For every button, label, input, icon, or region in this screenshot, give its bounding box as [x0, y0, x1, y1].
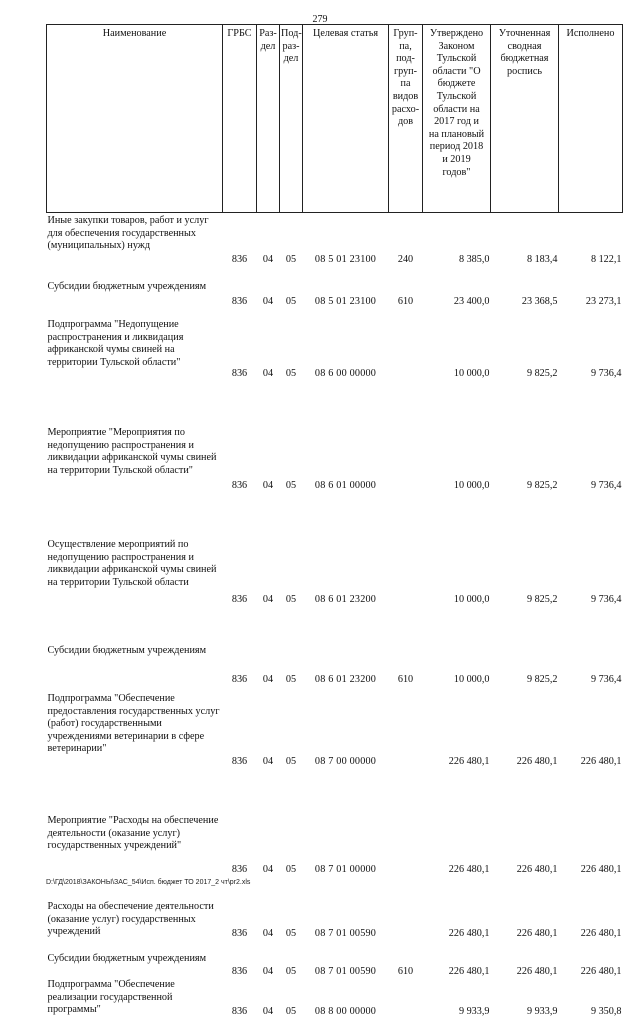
row-razdel: 04: [262, 296, 274, 308]
row-name: Субсидии бюджетным учреждениям: [47, 281, 207, 292]
row-podrazdel: 05: [285, 594, 297, 606]
row-refined: 8 183,4: [526, 254, 558, 266]
row-grbs: 836: [231, 368, 248, 380]
row-razdel: 04: [262, 674, 274, 686]
row-expense-type: [389, 405, 423, 517]
row-executed: 8 122,1: [590, 254, 622, 266]
row-podrazdel: 05: [285, 756, 297, 768]
table-row: [47, 405, 623, 517]
row-executed: 226 480,1: [580, 864, 622, 876]
row-podrazdel: 05: [285, 674, 297, 686]
row-expense-type: [389, 517, 423, 631]
row-refined: 226 480,1: [516, 928, 558, 940]
row-approved: 226 480,1: [448, 864, 490, 876]
file-path-footer: D:\ГД\2018\ЗАКОНЫ\ЗАС_54\Исп. бюджет ТО 2017_2 чт\pr2.xls: [46, 879, 251, 886]
row-name: Иные закупки товаров, работ и услуг для обеспечения государственных (муниципальных) нужд: [47, 215, 209, 252]
row-target-article: 08 8 00 00000: [314, 1006, 377, 1018]
row-approved: 226 480,1: [448, 966, 490, 978]
table-row: [47, 687, 623, 805]
row-grbs: 836: [231, 254, 248, 266]
row-podrazdel: 05: [285, 254, 297, 266]
row-refined: 226 480,1: [516, 756, 558, 768]
row-executed: 226 480,1: [580, 966, 622, 978]
row-refined: 226 480,1: [516, 966, 558, 978]
header-podrazdel: Под- раз- дел: [280, 25, 303, 213]
row-refined: 9 933,9: [526, 1006, 558, 1018]
row-executed: 9 736,4: [590, 674, 622, 686]
table-row: [47, 213, 623, 282]
row-podrazdel: 05: [285, 928, 297, 940]
row-podrazdel: 05: [285, 368, 297, 380]
header-target-article: Целевая статья: [303, 25, 389, 213]
row-expense-type: [389, 979, 423, 1031]
row-razdel: 04: [262, 864, 274, 876]
row-name: Подпрограмма "Недопущение распространения и ликвидация африканской чумы свиней на территории Тульской области": [47, 319, 184, 368]
row-executed: 9 736,4: [590, 368, 622, 380]
table-row: [47, 517, 623, 631]
row-refined: 226 480,1: [516, 864, 558, 876]
row-approved: 10 000,0: [453, 674, 490, 686]
header-expense-type: Груп- па, под- груп- па видов расхо- дов: [389, 25, 423, 213]
row-name: Подпрограмма "Обеспечение реализации государственной программы": [47, 979, 175, 1016]
row-razdel: 04: [262, 928, 274, 940]
row-podrazdel: 05: [285, 296, 297, 308]
header-refined: Уточненная сводная бюджетная роспись: [491, 25, 559, 213]
row-grbs: 836: [231, 928, 248, 940]
row-grbs: 836: [231, 864, 248, 876]
table-row: [47, 953, 623, 979]
row-refined: 9 825,2: [526, 594, 558, 606]
row-name: Мероприятие "Расходы на обеспечение деятельности (оказание услуг) государственных учреждений": [47, 815, 219, 852]
row-razdel: 04: [262, 368, 274, 380]
row-name: Расходы на обеспечение деятельности (оказание услуг) государственных учреждений: [47, 901, 214, 938]
row-refined: 9 825,2: [526, 480, 558, 492]
row-grbs: 836: [231, 756, 248, 768]
row-refined: 9 825,2: [526, 368, 558, 380]
table-header-row: [47, 25, 623, 213]
row-approved: 8 385,0: [458, 254, 490, 266]
row-target-article: 08 7 01 00000: [314, 864, 377, 876]
row-approved: 226 480,1: [448, 756, 490, 768]
row-target-article: 08 6 01 23200: [314, 674, 377, 686]
row-executed: 23 273,1: [585, 296, 622, 308]
row-name: Подпрограмма "Обеспечение предоставления государственных услуг (работ) государственными учреждениями ветеринарии в сфере ветеринарии": [47, 693, 220, 755]
row-target-article: 08 7 00 00000: [314, 756, 377, 768]
row-executed: 9 736,4: [590, 594, 622, 606]
row-name: Субсидии бюджетным учреждениям: [47, 953, 207, 964]
row-podrazdel: 05: [285, 1006, 297, 1018]
row-approved: 10 000,0: [453, 594, 490, 606]
row-name: Мероприятие "Мероприятия по недопущению распространения и ликвидации африканской чумы свиней на территории Тульской области": [47, 427, 217, 476]
row-executed: 9 350,8: [590, 1006, 622, 1018]
row-target-article: 08 7 01 00590: [314, 966, 377, 978]
row-target-article: 08 5 01 23100: [314, 254, 377, 266]
row-target-article: 08 6 00 00000: [314, 368, 377, 380]
row-name: Субсидии бюджетным учреждениям: [47, 645, 207, 656]
row-executed: 226 480,1: [580, 756, 622, 768]
row-target-article: 08 6 01 23200: [314, 594, 377, 606]
row-expense-type: 610: [397, 966, 414, 978]
row-grbs: 836: [231, 674, 248, 686]
header-executed: Исполнено: [559, 25, 623, 213]
row-razdel: 04: [262, 1006, 274, 1018]
row-expense-type: [389, 805, 423, 901]
row-razdel: 04: [262, 594, 274, 606]
row-grbs: 836: [231, 966, 248, 978]
row-approved: 10 000,0: [453, 368, 490, 380]
page-number: 279: [312, 14, 328, 25]
header-approved: Утверждено Законом Тульской области "О бюджете Тульской области на 2017 год и на плановый период 2018 и 2019 годов": [423, 25, 491, 213]
header-grbs: ГРБС: [223, 25, 257, 213]
row-expense-type: 240: [397, 254, 414, 266]
row-grbs: 836: [231, 594, 248, 606]
row-name: Осуществление мероприятий по недопущению распространения и ликвидации африканской чумы свиней на территории Тульской области: [47, 539, 217, 588]
row-approved: 226 480,1: [448, 928, 490, 940]
row-expense-type: [389, 687, 423, 805]
table-row: [47, 281, 623, 309]
row-approved: 23 400,0: [453, 296, 490, 308]
row-razdel: 04: [262, 756, 274, 768]
row-approved: 10 000,0: [453, 480, 490, 492]
row-approved: 9 933,9: [458, 1006, 490, 1018]
row-grbs: 836: [231, 296, 248, 308]
row-executed: 9 736,4: [590, 480, 622, 492]
header-name: Наименование: [47, 25, 223, 213]
row-podrazdel: 05: [285, 864, 297, 876]
header-razdel: Раз- дел: [257, 25, 280, 213]
row-refined: 23 368,5: [521, 296, 558, 308]
table-row: [47, 309, 623, 405]
row-target-article: 08 5 01 23100: [314, 296, 377, 308]
table-row: [47, 979, 623, 1031]
table-row: [47, 631, 623, 687]
row-grbs: 836: [231, 1006, 248, 1018]
row-expense-type: 610: [397, 674, 414, 686]
row-grbs: 836: [231, 480, 248, 492]
row-expense-type: [389, 309, 423, 405]
row-razdel: 04: [262, 254, 274, 266]
row-razdel: 04: [262, 480, 274, 492]
row-podrazdel: 05: [285, 966, 297, 978]
table-row: [47, 901, 623, 953]
table-row: [47, 805, 623, 901]
row-refined: 9 825,2: [526, 674, 558, 686]
row-executed: 226 480,1: [580, 928, 622, 940]
row-target-article: 08 6 01 00000: [314, 480, 377, 492]
row-podrazdel: 05: [285, 480, 297, 492]
row-target-article: 08 7 01 00590: [314, 928, 377, 940]
row-razdel: 04: [262, 966, 274, 978]
row-expense-type: 610: [397, 296, 414, 308]
row-expense-type: [389, 901, 423, 953]
